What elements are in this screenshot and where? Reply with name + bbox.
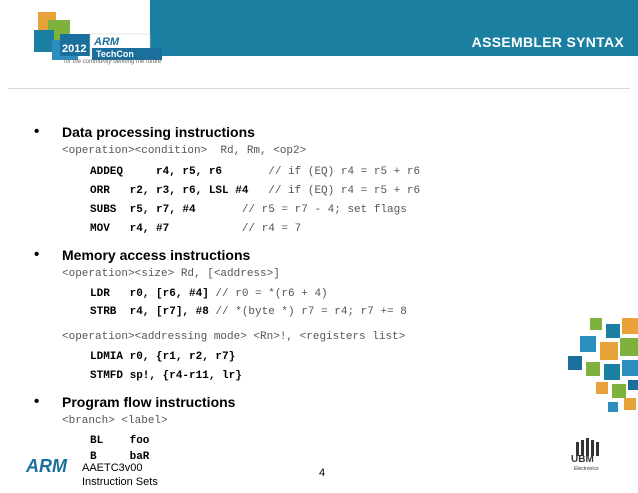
code-line: STMFD sp!, {r4-r11, lr} xyxy=(90,370,242,382)
code-line: SUBS r5, r7, #4 // r5 = r7 - 4; set flags xyxy=(90,204,407,216)
syntax-line: <branch> <label> xyxy=(62,415,168,427)
page-number: 4 xyxy=(319,467,326,479)
code-line: BL foo xyxy=(90,435,150,447)
code-line: MOV r4, #7 // r4 = 7 xyxy=(90,223,302,235)
section-heading: Program flow instructions xyxy=(62,394,236,410)
arm-footer-logo: ARM xyxy=(26,456,67,476)
footer-doc-title: Instruction Sets xyxy=(82,476,158,488)
syntax-line: <operation><addressing mode> <Rn>!, <registers list> xyxy=(62,331,406,343)
sponsor-subtitle: Electronics xyxy=(574,466,599,472)
logo-brand: ARM xyxy=(94,36,120,48)
logo-event: TechCon xyxy=(96,49,134,59)
code-line: ADDEQ r4, r5, r6 // if (EQ) r4 = r5 + r6 xyxy=(90,166,421,178)
code-line: LDR r0, [r6, #4] // r0 = *(r6 + 4) xyxy=(90,288,328,300)
sponsor-name: UBM xyxy=(571,454,594,465)
logo-year: 2012 xyxy=(62,43,87,55)
bullet-marker: • xyxy=(34,246,40,263)
footer-doc-id: AAETC3v00 xyxy=(82,462,143,474)
logo-tagline: for the community defining the future xyxy=(64,59,162,65)
bullet-marker: • xyxy=(34,123,40,140)
code-line: STRB r4, [r7], #8 // *(byte *) r7 = r4; r7 += 8 xyxy=(90,306,407,318)
code-line: ORR r2, r3, r6, LSL #4 // if (EQ) r4 = r5 + r6 xyxy=(90,185,421,197)
bullet-marker: • xyxy=(34,393,40,410)
syntax-line: <operation><condition> Rd, Rm, <op2> xyxy=(62,145,307,157)
slide-title: ASSEMBLER SYNTAX xyxy=(471,34,624,50)
code-line: LDMIA r0, {r1, r2, r7} xyxy=(90,351,236,363)
code-line: B baR xyxy=(90,451,150,463)
syntax-line: <operation><size> Rd, [<address>] xyxy=(62,268,280,280)
decorative-mosaic xyxy=(560,318,638,436)
section-heading: Data processing instructions xyxy=(62,124,255,140)
section-heading: Memory access instructions xyxy=(62,247,251,263)
